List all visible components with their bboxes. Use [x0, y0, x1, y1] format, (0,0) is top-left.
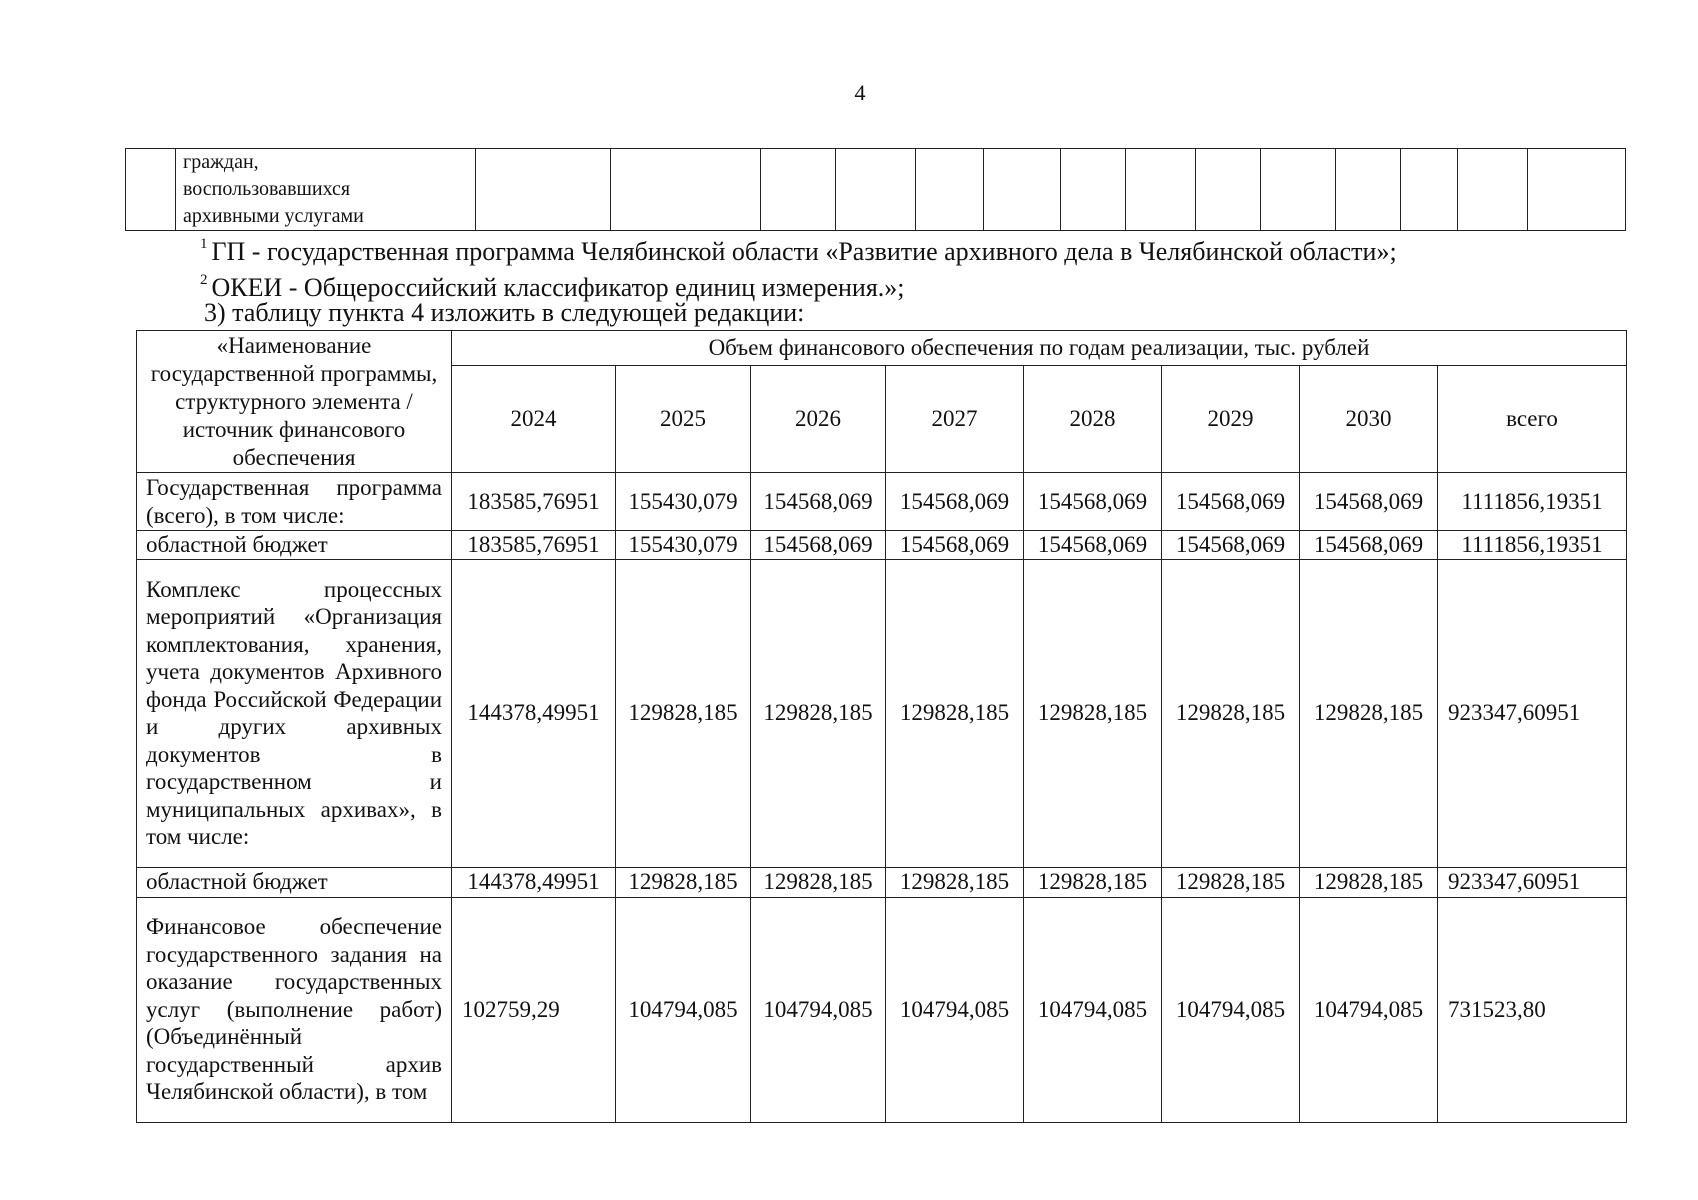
footnote	[200, 236, 1397, 272]
value-cell: 129828,185	[616, 559, 751, 867]
continuation-table	[125, 148, 1626, 231]
value-cell: 129828,185	[616, 867, 751, 897]
total-cell: 731523,80	[1438, 897, 1627, 1122]
total-cell: 1111856,19351	[1438, 473, 1627, 531]
footnote-mark: 2	[200, 272, 208, 288]
table-row	[137, 531, 1627, 560]
table-cell	[916, 149, 984, 231]
value-cell: 154568,069	[751, 473, 886, 531]
year-header: 2026	[751, 366, 886, 473]
value-cell: 129828,185	[751, 867, 886, 897]
value-cell: 104794,085	[1024, 897, 1162, 1122]
value-cell: 155430,079	[616, 473, 751, 531]
name-column-header: «Наименование государственной программы, структурного элемента / источник финансового обеспечения	[137, 331, 452, 473]
table-cell	[836, 149, 916, 231]
year-header: 2028	[1024, 366, 1162, 473]
value-cell: 104794,085	[1300, 897, 1438, 1122]
row-name: Комплекс процессных мероприятий «Организация комплектования, хранения, учета документов Архивного фонда Российской Федерации и других архивных документов в государственном и муниципальных архивах», в том числе:	[137, 559, 452, 867]
value-cell: 104794,085	[886, 897, 1024, 1122]
table-row	[137, 867, 1627, 897]
footnote-mark: 1	[200, 236, 208, 252]
value-cell: 155430,079	[616, 531, 751, 560]
year-header: 2025	[616, 366, 751, 473]
indicator-name-cell	[176, 149, 476, 231]
year-header: 2024	[452, 366, 616, 473]
total-cell: 923347,60951	[1438, 559, 1627, 867]
table-cell	[1336, 149, 1401, 231]
table-cell	[1061, 149, 1126, 231]
table-cell	[1528, 149, 1626, 231]
table-cell	[1401, 149, 1458, 231]
table-cell	[1458, 149, 1528, 231]
value-cell: 183585,76951	[452, 531, 616, 560]
amendment-instruction: 3) таблицу пункта 4 изложить в следующей редакции:	[204, 298, 805, 327]
indicator-name-line: архивными услугами	[183, 205, 364, 227]
value-cell: 144378,49951	[452, 867, 616, 897]
footnote-text: ОКЕИ - Общероссийский классификатор единиц измерения.»;	[211, 273, 905, 302]
value-cell: 144378,49951	[452, 559, 616, 867]
value-cell: 154568,069	[1300, 473, 1438, 531]
value-cell: 104794,085	[1162, 897, 1300, 1122]
total-cell: 1111856,19351	[1438, 531, 1627, 560]
value-cell: 129828,185	[1162, 559, 1300, 867]
table-row	[137, 559, 1627, 867]
indicator-name-line: воспользовавшихся	[183, 178, 351, 200]
value-cell: 129828,185	[886, 867, 1024, 897]
value-cell: 154568,069	[1024, 531, 1162, 560]
row-name: областной бюджет	[137, 531, 452, 560]
table-cell	[1261, 149, 1336, 231]
value-cell: 154568,069	[1024, 473, 1162, 531]
table-cell	[984, 149, 1061, 231]
volume-header: Объем финансового обеспечения по годам реализации, тыс. рублей	[452, 331, 1627, 366]
continuation-row	[126, 149, 1626, 231]
page-number: 4	[854, 80, 866, 105]
total-cell: 923347,60951	[1438, 867, 1627, 897]
year-header: 2030	[1300, 366, 1438, 473]
table-row	[137, 897, 1627, 1122]
table-cell	[761, 149, 836, 231]
row-name: Финансовое обеспечение государственного задания на оказание государственных услуг (выполнение работ) (Объединённый государственный архив Челябинской области), в том	[137, 897, 452, 1122]
year-header: 2029	[1162, 366, 1300, 473]
table-cell	[611, 149, 761, 231]
value-cell: 154568,069	[1300, 531, 1438, 560]
table-cell	[126, 149, 176, 231]
row-name: Государственная программа (всего), в том числе:	[137, 473, 452, 531]
table-cell	[476, 149, 611, 231]
total-header: всего	[1438, 366, 1627, 473]
year-header: 2027	[886, 366, 1024, 473]
value-cell: 129828,185	[1300, 867, 1438, 897]
table-cell	[1196, 149, 1261, 231]
header-row	[137, 331, 1627, 366]
table-cell	[1126, 149, 1196, 231]
value-cell: 129828,185	[1162, 867, 1300, 897]
value-cell: 154568,069	[886, 531, 1024, 560]
value-cell: 129828,185	[1300, 559, 1438, 867]
value-cell: 154568,069	[1162, 531, 1300, 560]
value-cell: 104794,085	[616, 897, 751, 1122]
value-cell: 104794,085	[751, 897, 886, 1122]
footnote-text: ГП - государственная программа Челябинской области «Развитие архивного дела в Челябинской области»;	[211, 237, 1397, 266]
value-cell: 129828,185	[886, 559, 1024, 867]
value-cell: 154568,069	[751, 531, 886, 560]
value-cell: 129828,185	[751, 559, 886, 867]
value-cell: 154568,069	[886, 473, 1024, 531]
value-cell: 102759,29	[452, 897, 616, 1122]
value-cell: 154568,069	[1162, 473, 1300, 531]
indicator-name-line: граждан,	[183, 151, 259, 173]
value-cell: 129828,185	[1024, 867, 1162, 897]
row-name: областной бюджет	[137, 867, 452, 897]
table-row	[137, 473, 1627, 531]
value-cell: 129828,185	[1024, 559, 1162, 867]
value-cell: 183585,76951	[452, 473, 616, 531]
financing-table	[136, 330, 1627, 1123]
